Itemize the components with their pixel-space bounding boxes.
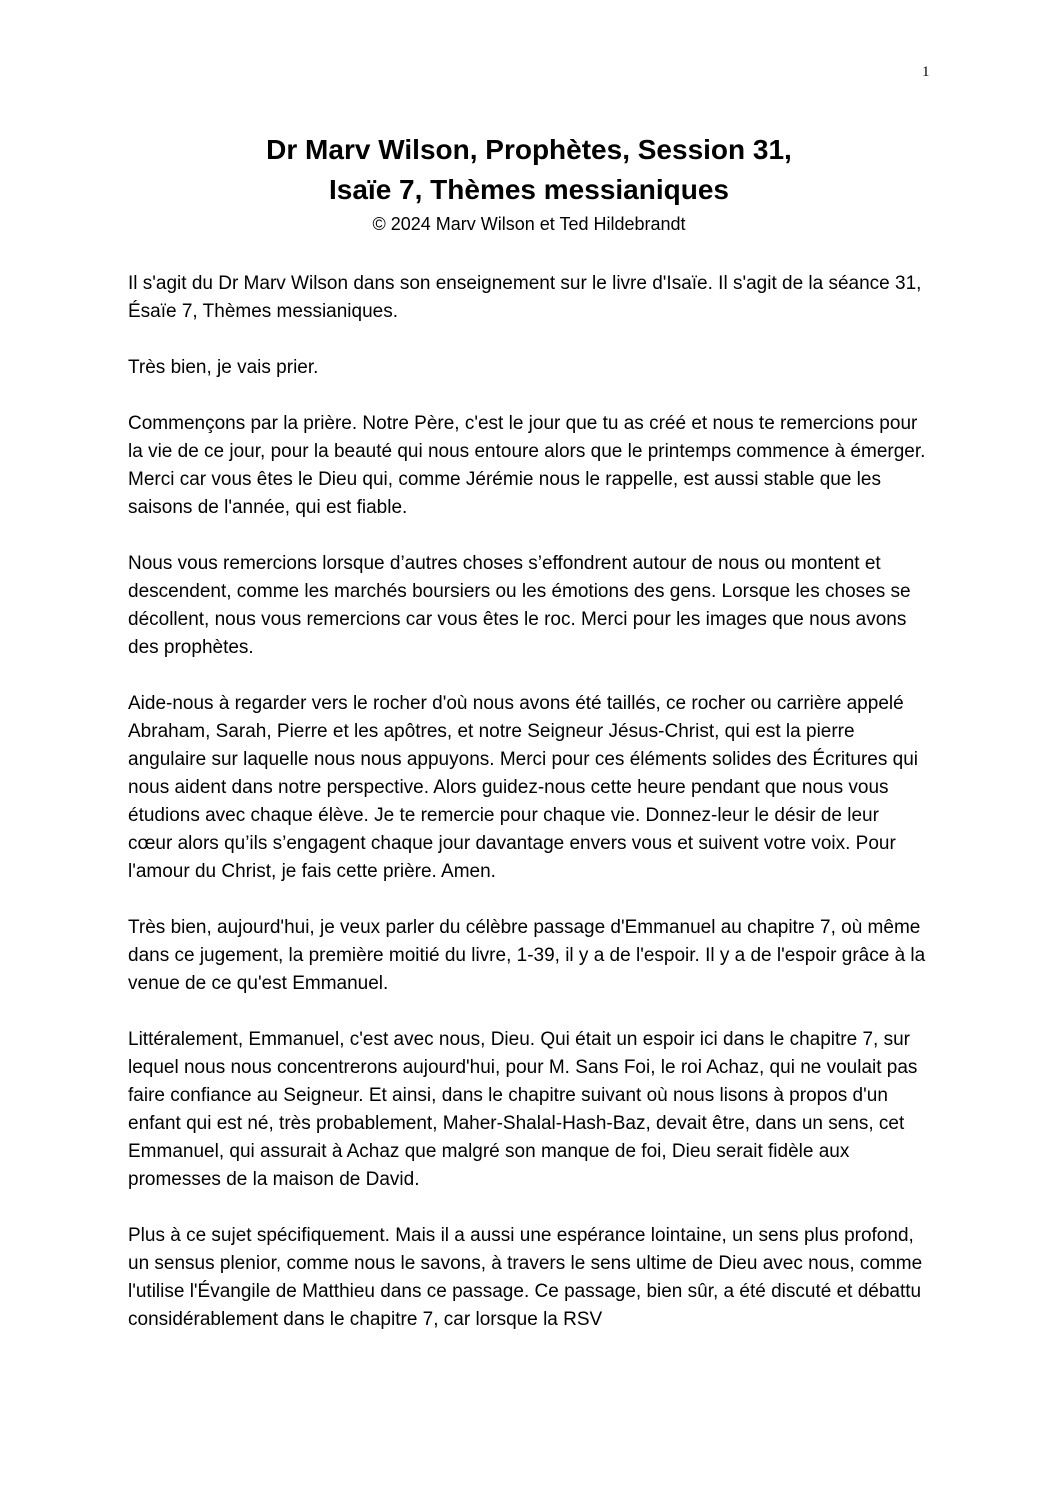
document-body <box>128 270 928 1334</box>
page-number: 1 <box>922 64 930 80</box>
paragraph-emmanuel-meaning: Littéralement, Emmanuel, c'est avec nous, Dieu. Qui était un espoir ici dans le chapitre 7, sur lequel nous nous concentrerons aujourd'hui, pour M. Sans Foi, le roi Achaz, qui ne voulait pas faire confiance au Seigneur. Et ainsi, dans le chapitre suivant où nous lisons à propos d'un enfant qui est né, très probablement, Maher-Shalal-Hash-Baz, devait être, dans un sens, cet Emmanuel, qui assurait à Achaz que malgré son manque de foi, Dieu serait fidèle aux promesses de la maison de David. <box>128 1029 918 1190</box>
paragraph-intro: Il s'agit du Dr Marv Wilson dans son enseignement sur le livre d'Isaïe. Il s'agit de la séance 31, Ésaïe 7, Thèmes messianiques. <box>128 273 922 322</box>
paragraph-sensus-plenior: Plus à ce sujet spécifiquement. Mais il a aussi une espérance lointaine, un sens plus profond, un sensus plenior, comme nous le savons, à travers le sens ultime de Dieu avec nous, comme l'utilise l'Évangile de Matthieu dans ce passage. Ce passage, bien sûr, a été discuté et débattu considérablement dans le chapitre 7, car lorsque la RSV <box>128 1225 923 1330</box>
document-title-line-1: Dr Marv Wilson, Prophètes, Session 31, <box>266 134 792 165</box>
document-header <box>0 130 1058 236</box>
paragraph-prayer-1: Commençons par la prière. Notre Père, c'est le jour que tu as créé et nous te remercions pour la vie de ce jour, pour la beauté qui nous entoure alors que le printemps commence à émerger. Merci car vous êtes le Dieu qui, comme Jérémie nous le rappelle, est aussi stable que les saisons de l'année, qui est fiable. <box>128 413 926 518</box>
paragraph-emmanuel-intro: Très bien, aujourd'hui, je veux parler du célèbre passage d'Emmanuel au chapitre 7, où même dans ce jugement, la première moitié du livre, 1-39, il y a de l'espoir. Il y a de l'espoir grâce à la venue de ce qu'est Emmanuel. <box>128 917 926 994</box>
paragraph-prayer-3: Aide-nous à regarder vers le rocher d'où nous avons été taillés, ce rocher ou carrière appelé Abraham, Sarah, Pierre et les apôtres, et notre Seigneur Jésus-Christ, qui est la pierre angulaire sur laquelle nous nous appuyons. Merci pour ces éléments solides des Écritures qui nous aident dans notre perspective. Alors guidez-nous cette heure pendant que nous vous étudions avec chaque élève. Je te remercie pour chaque vie. Donnez-leur le désir de leur cœur alors qu’ils s’engagent chaque jour davantage envers vous et suivent votre voix. Pour l'amour du Christ, je fais cette prière. Amen. <box>128 693 918 882</box>
paragraph-prayer-intro: Très bien, je vais prier. <box>128 357 319 378</box>
paragraph-prayer-2: Nous vous remercions lorsque d’autres choses s’effondrent autour de nous ou montent et descendent, comme les marchés boursiers ou les émotions des gens. Lorsque les choses se décollent, nous vous remercions car vous êtes le roc. Merci pour les images que nous avons des prophètes. <box>128 553 911 658</box>
document-title-line-2: Isaïe 7, Thèmes messianiques <box>329 174 729 205</box>
copyright-notice: © 2024 Marv Wilson et Ted Hildebrandt <box>372 214 686 234</box>
